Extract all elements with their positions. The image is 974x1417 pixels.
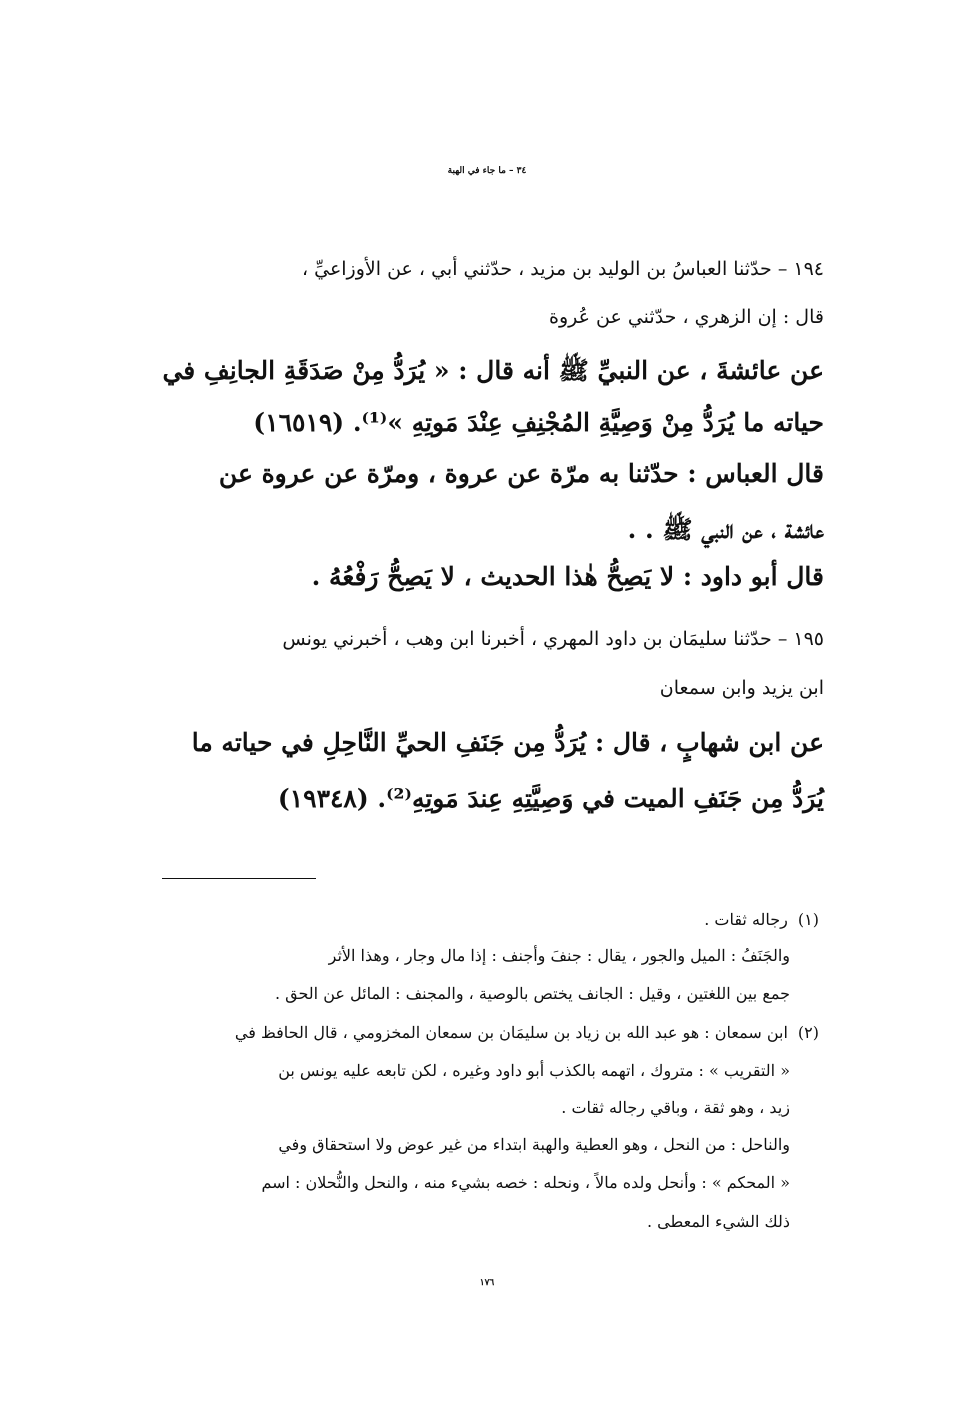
footnote-2-text: ابن سمعان : هو عبد الله بن زياد بن سليمَان بن سمعان المخزومي ، قال الحافظ في bbox=[234, 1023, 788, 1042]
hadith-194-matn-line-5: قال أبو داود : لا يَصِحُّ هٰذا الحديث ، لا يَصِحُّ رَفْعُهُ . bbox=[311, 562, 824, 591]
footnote-2-line-4: والناحل : من النحل ، وهو العطية والهبة ابتداء من غير عوض ولا استحقاق وفي bbox=[278, 1135, 790, 1154]
hadith-195-matn-line-2: يُرَدُّ مِن جَنَفِ الميت في وَصِيَّتِهِ عِندَ مَوتِهِ⁽²⁾. (١٩٣٤٨) bbox=[277, 784, 824, 813]
footnote-1-line-2: والجَنَفُ : الميل والجور ، يقال : جنفَ وأجنف : إذا مال وجار ، وهذا الأثر bbox=[328, 946, 790, 965]
hadith-194-matn-line-4: عائشة ، عن النبي ﷺ . . bbox=[627, 515, 824, 544]
footnote-2-line-5: « المحكم » : وأنحل ولده مالاً ، ونحله : خصه بشيء منه ، والنحل والنُّحلان : اسم bbox=[261, 1173, 790, 1192]
hadith-194-isnad-line-2: قال : إن الزهري ، حدّثني عن عُروة bbox=[549, 306, 824, 328]
page-number: ١٧٦ bbox=[479, 1278, 495, 1288]
footnote-separator bbox=[162, 878, 316, 879]
footnote-2-line-3: زيد ، وهو ثقة ، وباقي رجاله ثقات . bbox=[561, 1098, 790, 1117]
footnote-1 bbox=[704, 910, 819, 929]
hadith-194-matn-line-2: حياته ما يُرَدُّ مِنْ وَصِيَّةِ المُجْنِفِ عِنْدَ مَوتِهِ »⁽¹⁾. (١٦٥١٩) bbox=[253, 408, 824, 437]
section-title: ٣٤ – ما جاء في الهبة bbox=[447, 166, 527, 176]
footnote-2-number: (٢) bbox=[797, 1023, 819, 1042]
footnote-2-line-6: ذلك الشيء المعطى . bbox=[646, 1212, 790, 1231]
footnote-2 bbox=[235, 1023, 819, 1042]
hadith-194-matn-line-1: عن عائشةَ ، عن النبيِّ ﷺ أنه قال : « يُرَدُّ مِنْ صَدَقَةِ الجانِفِ في bbox=[162, 356, 824, 385]
hadith-194-matn-line-3: قال العباس : حدّثنا به مرّة عن عروة ، ومرّة عن عروة عن bbox=[218, 459, 824, 488]
hadith-195-isnad-line-2: ابن يزيد وابن سمعان bbox=[659, 677, 824, 699]
footnote-1-number: (١) bbox=[797, 910, 819, 929]
footnote-1-line-3: جمع بين اللغتين ، وقيل : الجانف يختص بالوصية ، والمجنف : المائل عن الحق . bbox=[274, 984, 790, 1003]
footnote-2-line-2: « التقريب » : متروك ، اتهمه بالكذب أبو داود وغيره ، لكن تابعه عليه يونس بن bbox=[278, 1061, 790, 1080]
footnote-1-text: رجاله ثقات . bbox=[704, 910, 788, 929]
hadith-195-isnad-line-1: ١٩٥ – حدّثنا سليمَان بن داود المهري ، أخبرنا ابن وهب ، أخبرني يونس bbox=[282, 628, 824, 650]
hadith-194-isnad-line-1: ١٩٤ – حدّثنا العباسُ بن الوليد بن مزيد ، حدّثني أبي ، عن الأوزاعيِّ ، bbox=[301, 258, 824, 280]
hadith-195-matn-line-1: عن ابن شهابٍ ، قال : يُرَدُّ مِن جَنَفِ الحيِّ النَّاحِلِ في حياته ما bbox=[191, 728, 824, 757]
